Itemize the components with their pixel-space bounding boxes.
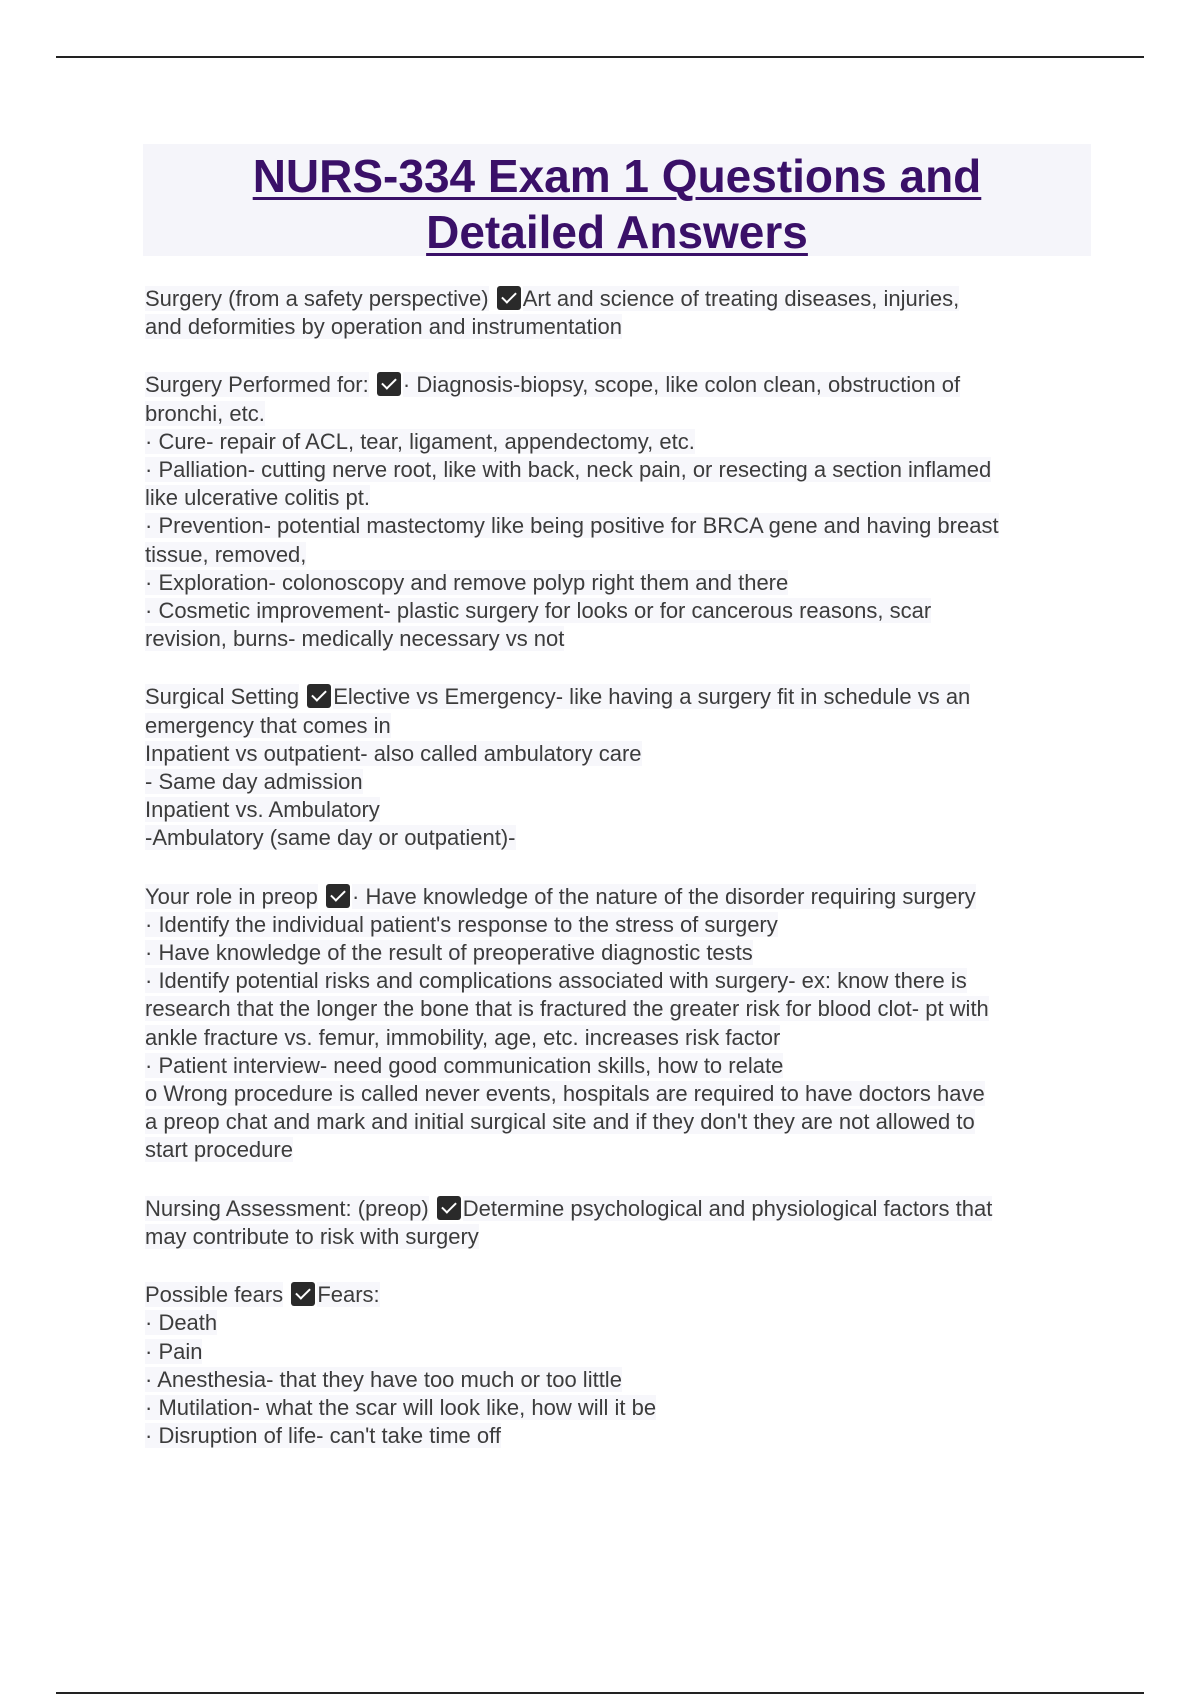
qa-answer-line: · Prevention- potential mastectomy like being positive for BRCA gene and having breast	[145, 513, 999, 539]
qa-answer-line: revision, burns- medically necessary vs not	[145, 626, 565, 652]
checkmark-icon	[497, 286, 521, 310]
qa-answer-line: start procedure	[145, 1137, 293, 1163]
qa-answer-line: research that the longer the bone that is fractured the greater risk for blood clot- pt with	[145, 996, 989, 1022]
qa-answer-line: like ulcerative colitis pt.	[145, 485, 370, 511]
qa-answer-line: · Disruption of life- can't take time off	[145, 1423, 501, 1449]
qa-answer-line: tissue, removed,	[145, 541, 307, 567]
checkmark-icon	[291, 1282, 315, 1306]
title-line-1: NURS-334 Exam 1 Questions and	[252, 150, 982, 202]
qa-question: Your role in preop	[145, 883, 318, 909]
qa-item	[145, 883, 1095, 1165]
top-rule	[56, 56, 1144, 58]
qa-question: Nursing Assessment: (preop)	[145, 1195, 429, 1221]
qa-answer-line: may contribute to risk with surgery	[145, 1223, 479, 1249]
qa-answer-line: bronchi, etc.	[145, 400, 265, 426]
qa-answer-line: Elective vs Emergency- like having a surgery fit in schedule vs an	[333, 684, 971, 710]
qa-answer-line: a preop chat and mark and initial surgical site and if they don't they are not allowed to	[145, 1109, 975, 1135]
qa-answer-line: · Mutilation- what the scar will look like, how will it be	[145, 1394, 657, 1420]
qa-answer-line: · Identify the individual patient's response to the stress of surgery	[145, 911, 778, 937]
qa-answer-line: · Palliation- cutting nerve root, like with back, neck pain, or resecting a section inflamed	[145, 457, 992, 483]
qa-question: Surgery (from a safety perspective)	[145, 286, 489, 311]
qa-answer-line: Art and science of treating diseases, injuries,	[522, 286, 960, 311]
checkmark-icon	[307, 684, 331, 708]
qa-item	[145, 683, 1095, 852]
title-line-2: Detailed Answers	[426, 206, 808, 258]
qa-answer-line: · Cosmetic improvement- plastic surgery for looks or for cancerous reasons, scar	[145, 598, 932, 624]
qa-item	[145, 1281, 1095, 1450]
qa-question: Surgery Performed for:	[145, 372, 369, 398]
qa-answer-line: · Have knowledge of the result of preoperative diagnostic tests	[145, 940, 753, 966]
checkmark-icon	[437, 1196, 461, 1220]
qa-question: Surgical Setting	[145, 684, 300, 710]
qa-answer-line: · Exploration- colonoscopy and remove polyp right them and there	[145, 569, 789, 595]
qa-answer-line: -Ambulatory (same day or outpatient)-	[145, 825, 516, 851]
qa-answer-line: Fears:	[317, 1282, 380, 1308]
qa-answer-line: · Have knowledge of the nature of the disorder requiring surgery	[352, 883, 976, 909]
qa-answer-line: - Same day admission	[145, 769, 363, 795]
qa-answer-line: Inpatient vs outpatient- also called ambulatory care	[145, 740, 642, 766]
qa-answer-line: · Cure- repair of ACL, tear, ligament, appendectomy, etc.	[145, 428, 695, 454]
qa-answer-line: · Patient interview- need good communication skills, how to relate	[145, 1052, 784, 1078]
bottom-rule	[56, 1692, 1144, 1694]
qa-list	[145, 285, 1095, 1480]
qa-answer-line: and deformities by operation and instrumentation	[145, 314, 622, 340]
qa-answer-line: Inpatient vs. Ambulatory	[145, 797, 380, 823]
qa-answer-line: o Wrong procedure is called never events, hospitals are required to have doctors have	[145, 1081, 985, 1107]
qa-answer-line: emergency that comes in	[145, 712, 391, 738]
qa-answer-line: · Identify potential risks and complications associated with surgery- ex: know there is	[145, 968, 967, 994]
document-title	[143, 144, 1091, 260]
qa-item	[145, 1195, 1095, 1251]
qa-answer-line: · Diagnosis-biopsy, scope, like colon clean, obstruction of	[402, 372, 961, 398]
checkmark-icon	[326, 884, 350, 908]
qa-answer-line: ankle fracture vs. femur, immobility, age, etc. increases risk factor	[145, 1024, 781, 1050]
qa-answer-line: · Death	[145, 1310, 218, 1336]
title-box	[143, 144, 1091, 256]
qa-question: Possible fears	[145, 1282, 284, 1308]
checkmark-icon	[377, 372, 401, 396]
qa-item	[145, 371, 1095, 653]
qa-item	[145, 285, 1095, 341]
qa-answer-line: · Anesthesia- that they have too much or too little	[145, 1366, 622, 1392]
qa-answer-line: Determine psychological and physiological factors that	[462, 1195, 993, 1221]
qa-answer-line: · Pain	[145, 1338, 203, 1364]
